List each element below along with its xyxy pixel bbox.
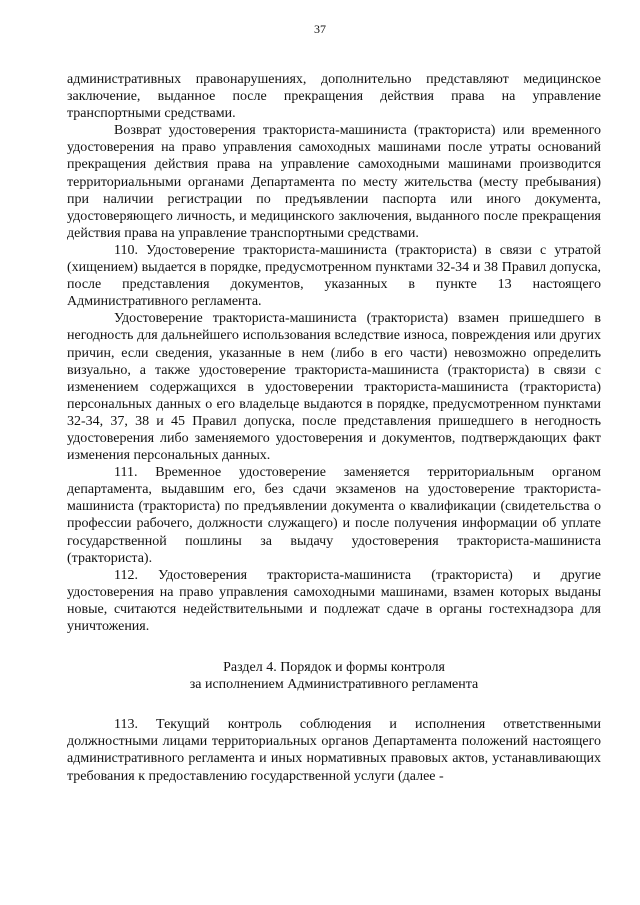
section-heading-line-1: Раздел 4. Порядок и формы контроля — [223, 660, 445, 676]
paragraph-license-return: Возврат удостоверения тракториста-машиниста (тракториста) или временного удостоверения на право управления самоходных машинами после утраты оснований прекращения действия права на управление самоходными машинами производится территориальными органами Департамента по месту жительства (месту пребывания) при наличии регистрации по предъявлении паспорта или иного документа, удостоверяющего личность, и медицинского заключения, выданного после прекращения действия права на управление транспортными средствами. — [67, 123, 601, 241]
paragraph-continuation: административных правонарушениях, дополнительно представляют медицинское заключение, выданное после прекращения действия права на управление транспортными средствами. — [67, 72, 601, 122]
paragraph-110: 110. Удостоверение тракториста-машиниста (тракториста) в связи с утратой (хищением) выдается в порядке, предусмотренном пунктами 32-34 и 38 Правил допуска, после представления документов, указанных в пункте 13 настоящего Административного регламента. — [67, 242, 601, 310]
section-heading — [67, 659, 601, 693]
paragraph-113: 113. Текущий контроль соблюдения и исполнения ответственными должностными лицами территориальных органов Департамента положений настоящего административного регламента и иных нормативных правовых актов, устанавливающих требования к предоставлению государственной услуги (далее - — [67, 717, 601, 784]
page-number: 37 — [314, 22, 326, 36]
section-heading-line-2: за исполнением Административного регламента — [189, 677, 479, 693]
document-body — [67, 71, 601, 785]
paragraph-111: 111. Временное удостоверение заменяется территориальным органом департамента, выдавшим его, без сдачи экзаменов на удостоверение тракториста-машиниста (тракториста) по предъявлении документа о квалификации (свидетельства о профессии рабочего, должности служащего) и после получения информации об уплате государственной пошлины за выдачу удостоверения тракториста-машиниста (тракториста). — [67, 465, 601, 566]
paragraph-license-replacement: Удостоверение тракториста-машиниста (тракториста) взамен пришедшего в негодность для дальнейшего использования вследствие износа, повреждения или других причин, если сведения, указанные в нем (либо в его части) невозможно определить визуально, а также удостоверение тракториста-машиниста (тракториста) в связи с изменением содержащихся в удостоверении тракториста-машиниста (тракториста) персональных данных о его владельце выдаются в порядке, предусмотренном пунктами 32-34, 37, 38 и 45 Правил допуска, после представления пришедшего в негодность удостоверения либо заменяемого удостоверения и документов, подтверждающих факт изменения персональных данных. — [67, 311, 601, 464]
paragraph-112: 112. Удостоверения тракториста-машиниста (тракториста) и другие удостоверения на право управления самоходными машинами, взамен которых выданы новые, считаются недействительными и подлежат сдаче в органы гостехнадзора для уничтожения. — [67, 567, 601, 634]
